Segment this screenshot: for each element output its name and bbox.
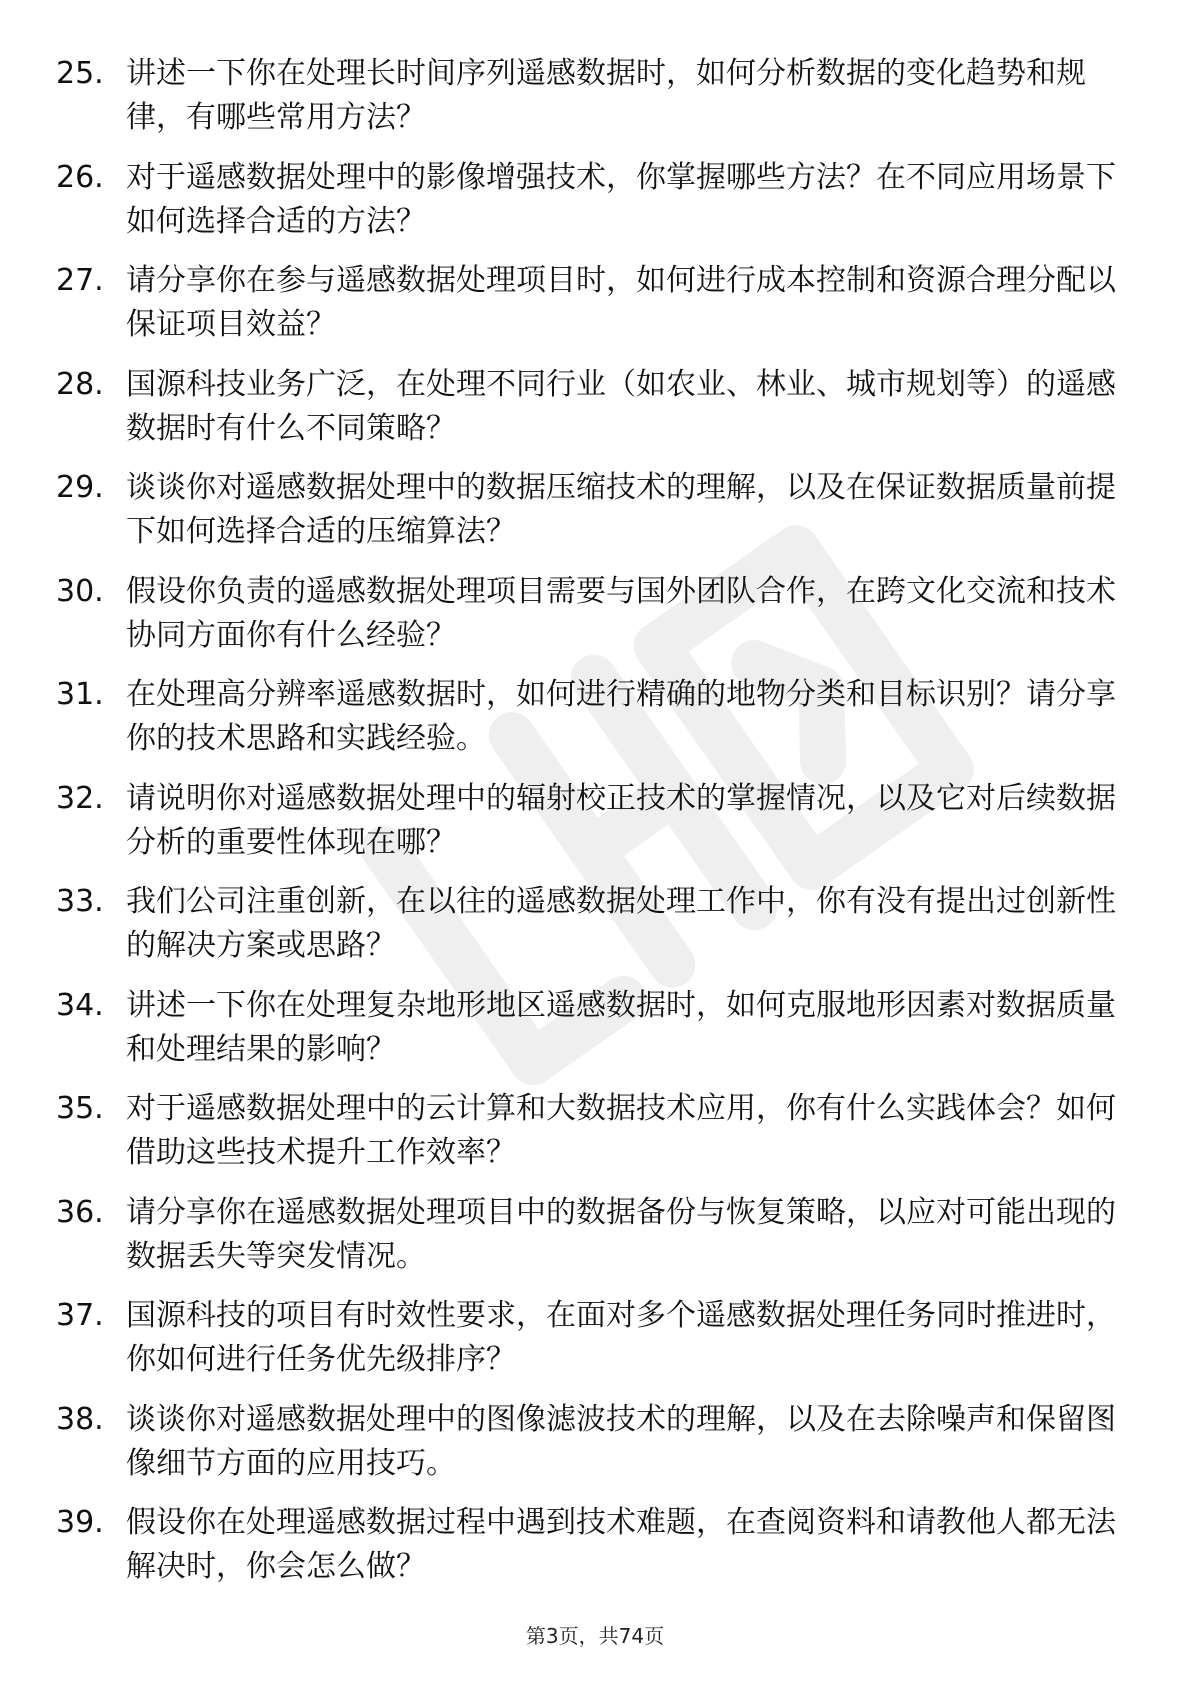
page-footer xyxy=(0,1622,1190,1650)
question-number: 30. xyxy=(56,573,104,609)
question-text: 对于遥感数据处理中的影像增强技术，你掌握哪些方法？在不同应用场景下如何选择合适的方法？ xyxy=(126,159,1116,239)
question-item xyxy=(56,466,1116,570)
question-item xyxy=(56,777,1116,881)
question-text: 我们公司注重创新，在以往的遥感数据处理工作中，你有没有提出过创新性的解决方案或思路？ xyxy=(126,884,1116,963)
question-text: 请分享你在参与遥感数据处理项目时，如何进行成本控制和资源合理分配以保证项目效益？ xyxy=(126,263,1116,342)
question-text: 国源科技的项目有时效性要求，在面对多个遥感数据处理任务同时推进时，你如何进行任务优先级排序？ xyxy=(126,1298,1116,1377)
question-item xyxy=(56,52,1116,156)
question-number: 35. xyxy=(56,1091,104,1126)
question-text: 请说明你对遥感数据处理中的辐射校正技术的掌握情况，以及它对后续数据分析的重要性体现在哪？ xyxy=(126,780,1116,860)
question-text: 对于遥感数据处理中的云计算和大数据技术应用，你有什么实践体会？如何借助这些技术提升工作效率？ xyxy=(126,1091,1116,1170)
question-item xyxy=(56,880,1116,984)
page-number-label: 第3页，共74页 xyxy=(525,1624,665,1648)
question-item xyxy=(56,673,1116,777)
question-item xyxy=(56,1501,1116,1605)
question-text: 讲述一下你在处理复杂地形地区遥感数据时，如何克服地形因素对数据质量和处理结果的影响？ xyxy=(126,987,1116,1067)
question-number: 32. xyxy=(56,780,104,816)
question-number: 36. xyxy=(56,1194,104,1230)
question-text: 谈谈你对遥感数据处理中的数据压缩技术的理解，以及在保证数据质量前提下如何选择合适的压缩算法？ xyxy=(126,470,1116,549)
question-item xyxy=(56,570,1116,674)
question-number: 37. xyxy=(56,1298,104,1333)
question-number: 27. xyxy=(56,263,104,298)
question-text: 讲述一下你在处理长时间序列遥感数据时，如何分析数据的变化趋势和规律，有哪些常用方法？ xyxy=(126,56,1086,135)
question-text: 国源科技业务广泛，在处理不同行业（如农业、林业、城市规划等）的遥感数据时有什么不同策略？ xyxy=(126,366,1116,446)
question-number: 31. xyxy=(56,677,104,712)
question-text: 在处理高分辨率遥感数据时，如何进行精确的地物分类和目标识别？请分享你的技术思路和实践经验。 xyxy=(126,677,1116,756)
question-number: 34. xyxy=(56,987,104,1023)
question-item xyxy=(56,1191,1116,1295)
question-list xyxy=(56,52,1116,1605)
question-number: 39. xyxy=(56,1505,104,1540)
question-item xyxy=(56,984,1116,1088)
question-item xyxy=(56,156,1116,260)
question-item xyxy=(56,1087,1116,1191)
question-text: 谈谈你对遥感数据处理中的图像滤波技术的理解，以及在去除噪声和保留图像细节方面的应用技巧。 xyxy=(126,1401,1116,1481)
question-number: 26. xyxy=(56,159,104,195)
question-text: 请分享你在遥感数据处理项目中的数据备份与恢复策略，以应对可能出现的数据丢失等突发情况。 xyxy=(126,1194,1116,1274)
question-text: 假设你在处理遥感数据过程中遇到技术难题，在查阅资料和请教他人都无法解决时，你会怎么做？ xyxy=(126,1505,1116,1584)
question-number: 25. xyxy=(56,56,104,91)
question-item xyxy=(56,1294,1116,1398)
question-item xyxy=(56,259,1116,363)
question-item xyxy=(56,363,1116,467)
question-number: 28. xyxy=(56,366,104,402)
question-number: 38. xyxy=(56,1401,104,1437)
question-text: 假设你负责的遥感数据处理项目需要与国外团队合作，在跨文化交流和技术协同方面你有什么经验？ xyxy=(126,573,1116,653)
question-number: 29. xyxy=(56,470,104,505)
question-number: 33. xyxy=(56,884,104,919)
question-item xyxy=(56,1398,1116,1502)
